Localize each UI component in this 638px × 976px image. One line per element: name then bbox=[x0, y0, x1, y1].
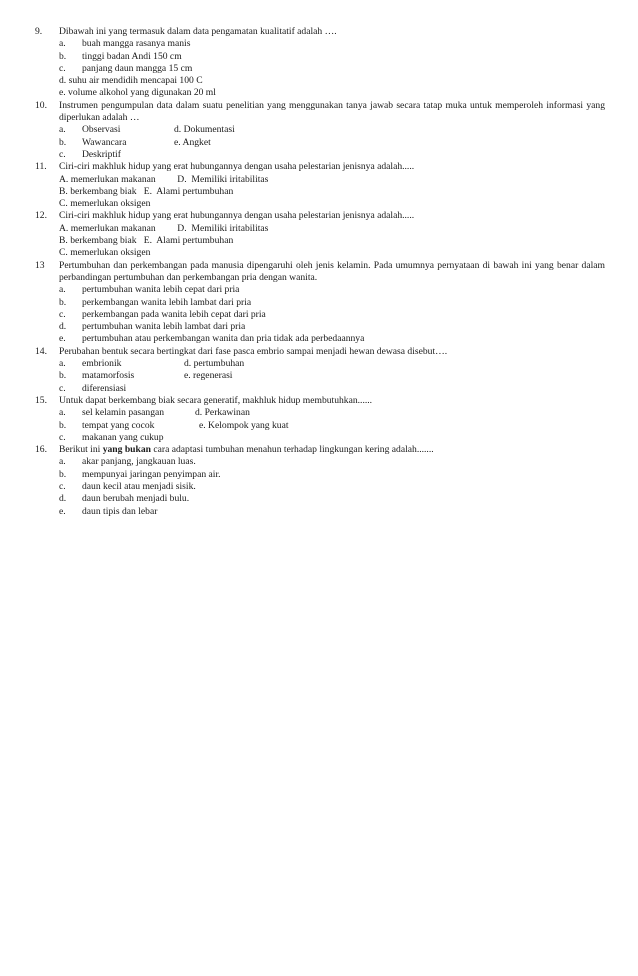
option-letter: b. bbox=[59, 50, 67, 62]
question-number: 14. bbox=[35, 345, 47, 357]
option-line: B. berkembang biak E. Alami pertumbuhan bbox=[59, 235, 234, 247]
option-letter: c. bbox=[59, 480, 66, 492]
option bbox=[59, 456, 605, 468]
option-letter: a. bbox=[59, 358, 66, 370]
question-13 bbox=[35, 260, 605, 346]
question-emphasis: yang bukan bbox=[102, 444, 151, 456]
option-row bbox=[59, 124, 605, 136]
option bbox=[59, 38, 605, 50]
question-text: Ciri-ciri makhluk hidup yang erat hubungannya dengan usaha pelestarian jenisnya adalah..... bbox=[59, 161, 415, 173]
option bbox=[59, 506, 605, 518]
option bbox=[59, 469, 605, 481]
option-text: tinggi badan Andi 150 cm bbox=[82, 50, 182, 62]
question-15 bbox=[35, 395, 605, 444]
option-text: pertumbuhan wanita lebih cepat dari pria bbox=[82, 284, 240, 296]
option-text: mempunyai jaringan penyimpan air. bbox=[82, 468, 221, 480]
option-text: sel kelamin pasangan bbox=[82, 407, 165, 419]
question-text: Pertumbuhan dan perkembangan pada manusia dipengaruhi oleh jenis kelamin. Pada umumnya pernyataan di bawah ini yang benar dalam perbandingan pertumbuhan dan perkembangan pria dengan wanita. bbox=[59, 259, 605, 283]
option-row bbox=[59, 137, 605, 149]
option bbox=[59, 333, 605, 345]
option-line: d. suhu air mendidih mencapai 100 C bbox=[59, 75, 203, 87]
option-text: Observasi bbox=[82, 124, 121, 136]
question-14 bbox=[35, 346, 605, 395]
option-line: e. volume alkohol yang digunakan 20 ml bbox=[59, 87, 216, 99]
option bbox=[59, 297, 605, 309]
question-text: Untuk dapat berkembang biak secara generatif, makhluk hidup membutuhkan...... bbox=[59, 394, 373, 406]
question-number: 9. bbox=[35, 26, 43, 37]
option-letter: a. bbox=[59, 38, 66, 50]
question-list bbox=[35, 26, 605, 518]
option-letter: c. bbox=[59, 308, 66, 320]
question-number: 10. bbox=[35, 99, 47, 111]
option-text: daun berubah menjadi bulu. bbox=[82, 493, 190, 505]
option bbox=[59, 63, 605, 75]
option-text: buah mangga rasanya manis bbox=[82, 38, 191, 50]
question-text: Instrumen pengumpulan data dalam suatu penelitian yang menggunakan tanya jawab secara tatap muka untuk memperoleh informasi yang diperlukan adalah … bbox=[59, 99, 605, 124]
option-text: e. Angket bbox=[174, 136, 211, 148]
option bbox=[59, 481, 605, 493]
question-text-part: cara adaptasi tumbuhan menahun terhadap lingkungan kering adalah....... bbox=[150, 444, 434, 456]
option-text: akar panjang, jangkauan luas. bbox=[82, 456, 196, 468]
option-row bbox=[59, 370, 605, 382]
option-row bbox=[59, 420, 605, 432]
option-text: Wawancara bbox=[82, 136, 127, 148]
question-number: 16. bbox=[35, 444, 47, 456]
option-row bbox=[59, 358, 605, 370]
option-line: A. memerlukan makanan D. Memiliki iritabilitas bbox=[59, 173, 269, 185]
option-letter: d. bbox=[59, 493, 67, 505]
option bbox=[59, 309, 605, 321]
question-text-part: Berikut ini bbox=[59, 444, 103, 456]
option-row bbox=[59, 149, 605, 161]
option-row bbox=[59, 432, 605, 444]
question-text: Ciri-ciri makhluk hidup yang erat hubungannya dengan usaha pelestarian jenisnya adalah..... bbox=[59, 210, 415, 222]
option-text: d. Dokumentasi bbox=[174, 124, 235, 136]
option-row bbox=[59, 407, 605, 419]
question-text bbox=[59, 444, 605, 456]
option-text: e. Kelompok yang kuat bbox=[199, 419, 289, 431]
option bbox=[59, 493, 605, 505]
question-11 bbox=[35, 161, 605, 210]
option-letter: b. bbox=[59, 370, 67, 382]
question-16 bbox=[35, 444, 605, 518]
option-letter: d. bbox=[59, 321, 67, 333]
option-text: diferensiasi bbox=[82, 382, 127, 394]
option-text: d. Perkawinan bbox=[195, 407, 250, 419]
option-letter: c. bbox=[59, 62, 66, 74]
question-10 bbox=[35, 100, 605, 161]
question-text: Dibawah ini yang termasuk dalam data pengamatan kualitatif adalah …. bbox=[59, 26, 337, 37]
question-9 bbox=[35, 26, 605, 100]
option-letter: c. bbox=[59, 431, 66, 443]
option-text: embrionik bbox=[82, 358, 122, 370]
option-line: A. memerlukan makanan D. Memiliki iritabilitas bbox=[59, 222, 269, 234]
question-text: Perubahan bentuk secara bertingkat dari fase pasca embrio sampai menjadi hewan dewasa disebut…. bbox=[59, 345, 448, 357]
option-text: tempat yang cocok bbox=[82, 419, 155, 431]
option bbox=[59, 284, 605, 296]
option bbox=[59, 321, 605, 333]
question-number: 11. bbox=[35, 161, 47, 173]
option-text: e. regenerasi bbox=[184, 370, 233, 382]
option-text: matamorfosis bbox=[82, 370, 135, 382]
option-letter: a. bbox=[59, 456, 66, 468]
option-row bbox=[59, 383, 605, 395]
question-12 bbox=[35, 210, 605, 259]
option-letter: e. bbox=[59, 505, 66, 517]
option-line: C. memerlukan oksigen bbox=[59, 247, 151, 259]
option-text: pertumbuhan atau perkembangan wanita dan pria tidak ada perbedaannya bbox=[82, 333, 365, 345]
option-letter: b. bbox=[59, 468, 67, 480]
option-letter: b. bbox=[59, 419, 67, 431]
option-letter: b. bbox=[59, 296, 67, 308]
option-letter: c. bbox=[59, 382, 66, 394]
question-number: 15. bbox=[35, 394, 47, 406]
option-text: perkembangan pada wanita lebih cepat dari pria bbox=[82, 308, 266, 320]
option-letter: b. bbox=[59, 136, 67, 148]
option-line: C. memerlukan oksigen bbox=[59, 198, 151, 210]
option-letter: a. bbox=[59, 124, 66, 136]
option-letter: a. bbox=[59, 407, 66, 419]
option-letter: e. bbox=[59, 333, 66, 345]
option-letter: c. bbox=[59, 148, 66, 160]
option-line: B. berkembang biak E. Alami pertumbuhan bbox=[59, 185, 234, 197]
option-text: Deskriptif bbox=[82, 148, 121, 160]
question-number: 12. bbox=[35, 210, 47, 222]
option-text: daun tipis dan lebar bbox=[82, 505, 158, 517]
option-letter: a. bbox=[59, 284, 66, 296]
option-text: d. pertumbuhan bbox=[184, 358, 245, 370]
option-text: panjang daun mangga 15 cm bbox=[82, 62, 193, 74]
option-text: makanan yang cukup bbox=[82, 431, 164, 443]
question-number: 13 bbox=[35, 259, 45, 271]
option-text: daun kecil atau menjadi sisik. bbox=[82, 480, 196, 492]
option-text: perkembangan wanita lebih lambat dari pria bbox=[82, 296, 252, 308]
option-text: pertumbuhan wanita lebih lambat dari pria bbox=[82, 321, 246, 333]
option bbox=[59, 51, 605, 63]
